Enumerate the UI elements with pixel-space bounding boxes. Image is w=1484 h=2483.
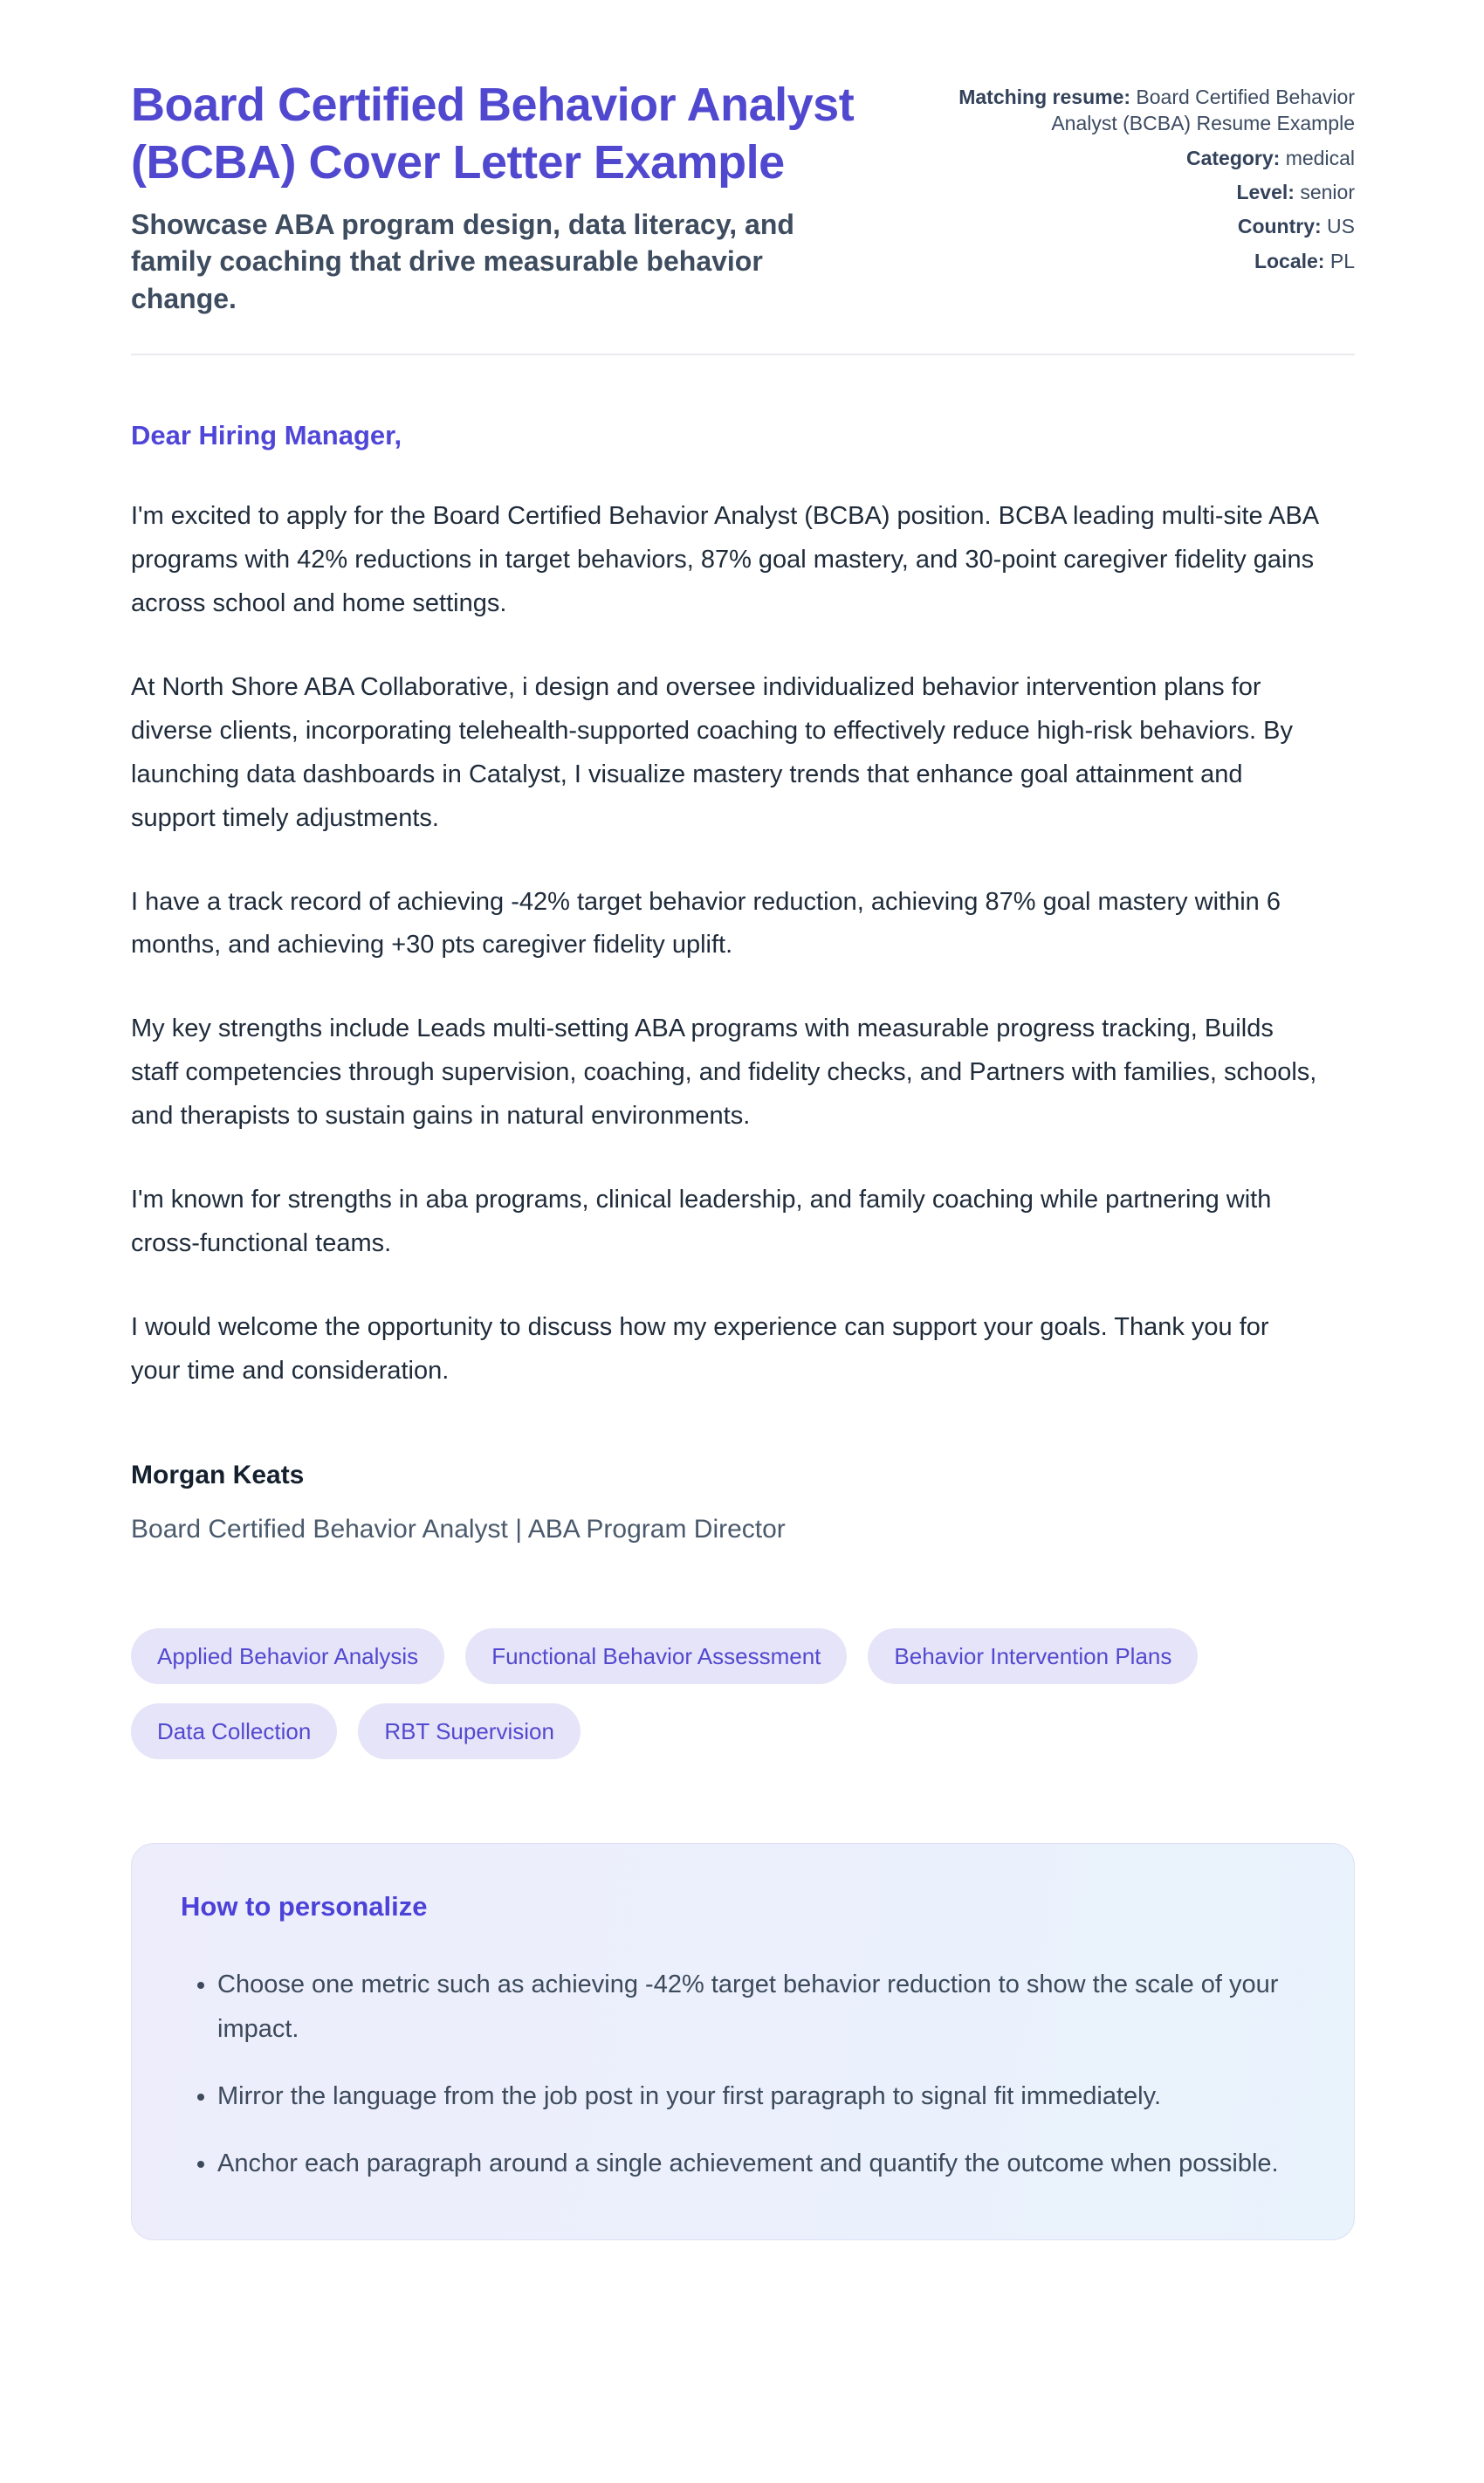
meta-value: senior: [1300, 181, 1355, 204]
letter-paragraph-1: I'm excited to apply for the Board Certified Behavior Analyst (BCBA) position. BCBA leading multi-site ABA programs with 42% reductions in target behaviors, 87% goal mastery, and 30-point caregiver fidelity gains across school and home settings.: [131, 502, 1318, 618]
meta-matching-resume: [945, 84, 1355, 137]
skill-tag-data-collection: Data Collection: [131, 1703, 337, 1759]
meta-value: US: [1327, 215, 1355, 238]
personalize-tip-2: • Mirror the language from the job post in your first paragraph to signal fit immediately.: [217, 2074, 1291, 2119]
meta-category: [945, 145, 1355, 171]
letter-paragraph-4: My key strengths include Leads multi-setting ABA programs with measurable progress tracking, Builds staff competencies through supervision, coaching, and fidelity checks, and Partners with families, schools, and therapists to sustain gains in natural environments.: [131, 1015, 1317, 1131]
personalize-box: [131, 1843, 1355, 2240]
letter-paragraph-6: I would welcome the opportunity to discuss how my experience can support your goals. Thank you for your time and consideration.: [131, 1312, 1269, 1385]
page-subtitle: Showcase ABA program design, data literacy, and family coaching that drive measurable behavior change.: [131, 208, 794, 314]
personalize-tip-3: • Anchor each paragraph around a single achievement and quantify the outcome when possible.: [217, 2142, 1291, 2186]
resume-meta-panel: [945, 77, 1355, 282]
meta-value: PL: [1329, 249, 1355, 272]
header-divider: [131, 354, 1355, 355]
skill-tag-list: [131, 1628, 1231, 1759]
letter-paragraph-3: I have a track record of achieving -42% target behavior reduction, achieving 87% goal mastery within 6 months, and achieving +30 pts caregiver fidelity uplift.: [131, 887, 1281, 959]
page-title: Board Certified Behavior Analyst (BCBA) Cover Letter Example: [131, 79, 855, 189]
meta-label: Matching resume:: [958, 86, 1131, 108]
personalize-heading: How to personalize: [181, 1891, 428, 1922]
meta-label: Country:: [1237, 215, 1322, 238]
signature-name: Morgan Keats: [131, 1461, 305, 1490]
personalize-tip-1: • Choose one metric such as achieving -42% target behavior reduction to show the scale of your impact.: [217, 1963, 1291, 2052]
header: [131, 77, 1355, 317]
meta-country: [945, 213, 1355, 239]
meta-level: [945, 179, 1355, 205]
personalize-tip-list: [181, 1963, 1305, 2185]
skill-tag-behavior-intervention-plans: Behavior Intervention Plans: [868, 1628, 1198, 1684]
signature-title: Board Certified Behavior Analyst | ABA Program Director: [131, 1515, 786, 1544]
letter-paragraph-5: I'm known for strengths in aba programs, clinical leadership, and family coaching while partnering with cross-functional teams.: [131, 1185, 1272, 1257]
letter-greeting: Dear Hiring Manager,: [131, 420, 402, 451]
meta-value: Board Certified Behavior Analyst (BCBA) Resume Example: [1051, 86, 1355, 135]
letter-body: [131, 420, 1355, 1544]
skill-tag-rbt-supervision: RBT Supervision: [358, 1703, 581, 1759]
meta-locale: [945, 248, 1355, 274]
skill-tag-functional-behavior-assessment: Functional Behavior Assessment: [465, 1628, 847, 1684]
skill-tag-applied-behavior-analysis: Applied Behavior Analysis: [131, 1628, 444, 1684]
header-title-block: [131, 77, 910, 317]
meta-label: Level:: [1236, 181, 1295, 204]
meta-label: Category:: [1185, 146, 1281, 169]
meta-label: Locale:: [1254, 249, 1325, 272]
letter-paragraph-2: At North Shore ABA Collaborative, i design and oversee individualized behavior intervention plans for diverse clients, incorporating telehealth-supported coaching to effectively reduce high-risk behaviors. By launching data dashboards in Catalyst, I visualize mastery trends that enhance goal attainment and support timely adjustments.: [131, 673, 1293, 832]
meta-value: medical: [1285, 146, 1355, 169]
